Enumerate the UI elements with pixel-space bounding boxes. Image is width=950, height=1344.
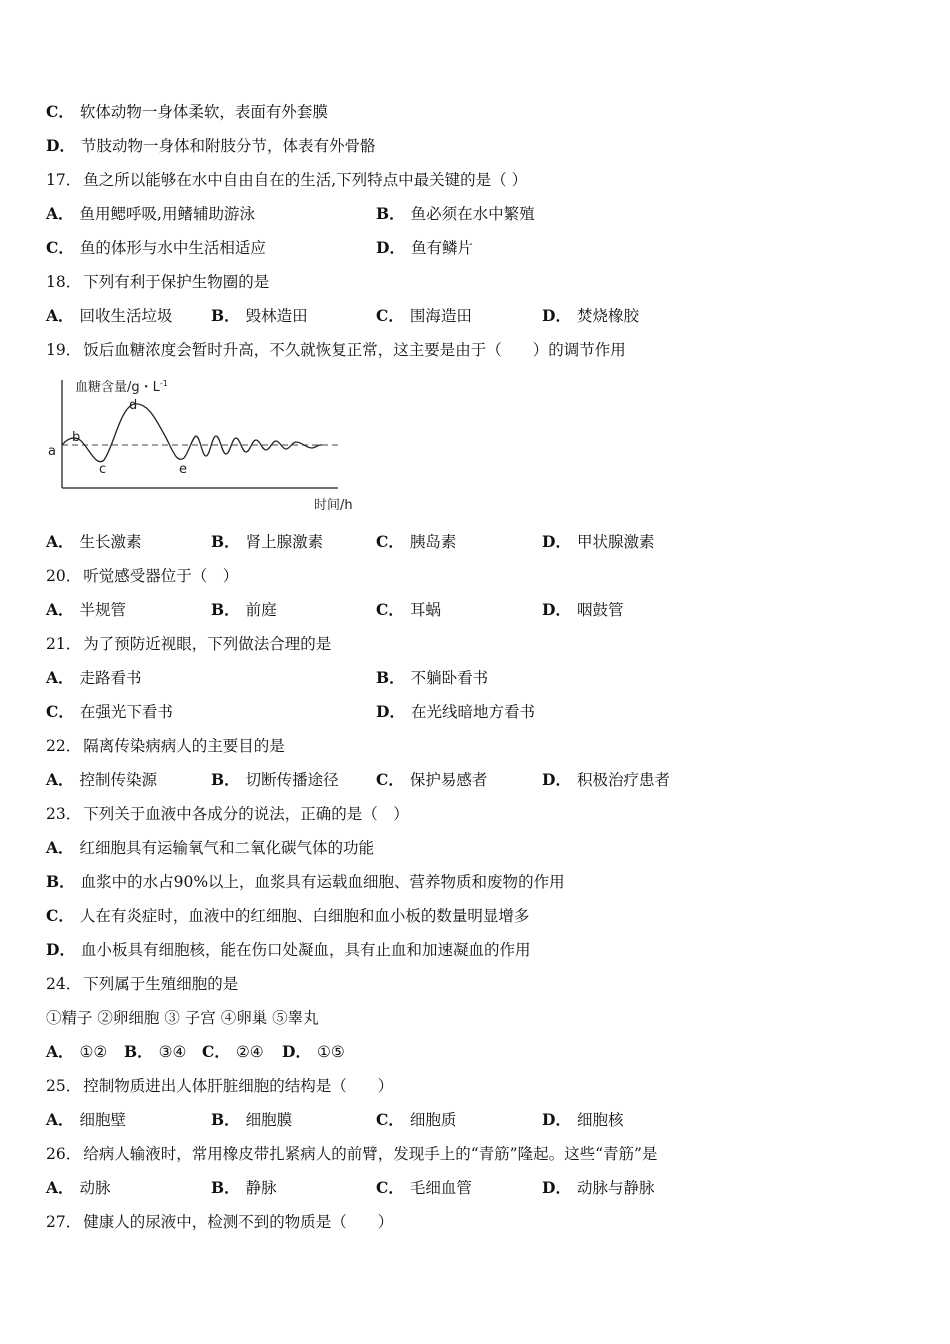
- q23-option-c: C． 人在有炎症时，血液中的红细胞、白细胞和血小板的数量明显增多: [46, 906, 530, 925]
- q23-option-d: D． 血小板具有细胞核，能在伤口处凝血，具有止血和加速凝血的作用: [46, 940, 531, 959]
- q21-option-a: A． 走路看书: [46, 668, 142, 687]
- blood-glucose-chart: [44, 372, 364, 517]
- q24-option-b: B． ③④: [124, 1042, 187, 1061]
- q24-items: ①精子 ②卵细胞 ③ 子宫 ④卵巢 ⑤睾丸: [46, 1009, 319, 1027]
- point-label-c: c: [99, 462, 107, 477]
- q18-option-b: B． 毁林造田: [211, 306, 308, 325]
- option-c-line: C． 软体动物一身体柔软，表面有外套膜: [46, 102, 328, 121]
- point-label-d: d: [129, 398, 138, 413]
- q19-option-b: B． 肾上腺激素: [211, 532, 324, 551]
- q22-option-b: B． 切断传播途径: [211, 770, 339, 789]
- question-20-stem: 20． 听觉感受器位于（ ）: [46, 567, 239, 585]
- y-axis-label: 血糖含量/g・$L^{-1}$: [75, 379, 168, 395]
- question-27-stem: 27． 健康人的尿液中，检测不到的物质是（ ）: [46, 1213, 394, 1231]
- question-19-stem: 19． 饭后血糖浓度会暂时升高，不久就恢复正常，这主要是由于（ ）的调节作用: [46, 341, 626, 359]
- question-24-stem: 24． 下列属于生殖细胞的是: [46, 975, 239, 993]
- question-23-stem: 23． 下列关于血液中各成分的说法，正确的是（ ）: [46, 805, 409, 823]
- question-17-stem: 17． 鱼之所以能够在水中自由自在的生活,下列特点中最关键的是（ ）: [46, 171, 528, 189]
- q24-option-c: C． ②④: [202, 1042, 264, 1061]
- q17-option-b: B． 鱼必须在水中繁殖: [376, 204, 535, 223]
- q24-option-a: A． ①②: [46, 1042, 108, 1061]
- q23-option-b: B． 血浆中的水占90%以上，血浆具有运载血细胞、营养物质和废物的作用: [46, 872, 565, 891]
- question-22-stem: 22． 隔离传染病病人的主要目的是: [46, 737, 285, 755]
- q17-option-c: C． 鱼的体形与水中生活相适应: [46, 238, 266, 257]
- q25-option-a: A． 细胞壁: [46, 1110, 127, 1129]
- q21-option-d: D． 在光线暗地方看书: [376, 702, 535, 721]
- q19-option-c: C． 胰岛素: [376, 532, 457, 551]
- question-25-stem: 25． 控制物质进出人体肝脏细胞的结构是（ ）: [46, 1077, 394, 1095]
- q22-option-a: A． 控制传染源: [46, 770, 158, 789]
- point-label-b: b: [72, 430, 81, 445]
- q20-option-a: A． 半规管: [46, 600, 127, 619]
- q20-option-b: B． 前庭: [211, 600, 277, 619]
- q24-option-d: D． ①⑤: [282, 1042, 345, 1061]
- q19-option-a: A． 生长激素: [46, 532, 142, 551]
- q22-option-d: D． 积极治疗患者: [542, 770, 670, 789]
- question-26-stem: 26． 给病人输液时，常用橡皮带扎紧病人的前臂，发现手上的“青筋”隆起。这些“青筋”是: [46, 1145, 658, 1163]
- q25-option-c: C． 细胞质: [376, 1110, 457, 1129]
- question-21-stem: 21． 为了预防近视眼，下列做法合理的是: [46, 635, 332, 653]
- baseline-label-a: a: [48, 444, 56, 459]
- q18-option-d: D． 焚烧橡胶: [542, 306, 639, 325]
- q18-option-c: C． 围海造田: [376, 306, 472, 325]
- q23-option-a: A． 红细胞具有运输氧气和二氧化碳气体的功能: [46, 838, 375, 857]
- q26-option-b: B． 静脉: [211, 1178, 277, 1197]
- question-18-stem: 18． 下列有利于保护生物圈的是: [46, 273, 270, 291]
- q20-option-c: C． 耳蜗: [376, 600, 441, 619]
- q25-option-d: D． 细胞核: [542, 1110, 624, 1129]
- point-label-e: e: [179, 462, 187, 477]
- q26-option-c: C． 毛细血管: [376, 1178, 472, 1197]
- q19-option-d: D． 甲状腺激素: [542, 532, 655, 551]
- q26-option-d: D． 动脉与静脉: [542, 1178, 655, 1197]
- q18-option-a: A． 回收生活垃圾: [46, 306, 173, 325]
- glucose-curve: [62, 404, 322, 462]
- q22-option-c: C． 保护易感者: [376, 770, 488, 789]
- x-axis-label: 时间/h: [314, 498, 353, 513]
- q17-option-a: A． 鱼用鳃呼吸,用鳍辅助游泳: [46, 204, 255, 223]
- q25-option-b: B． 细胞膜: [211, 1110, 293, 1129]
- q26-option-a: A． 动脉: [46, 1178, 111, 1197]
- q21-option-b: B． 不躺卧看书: [376, 668, 489, 687]
- option-d-line: D． 节肢动物一身体和附肢分节，体表有外骨骼: [46, 136, 376, 155]
- q20-option-d: D． 咽鼓管: [542, 600, 624, 619]
- q21-option-c: C． 在强光下看书: [46, 702, 173, 721]
- q17-option-d: D． 鱼有鳞片: [376, 238, 473, 257]
